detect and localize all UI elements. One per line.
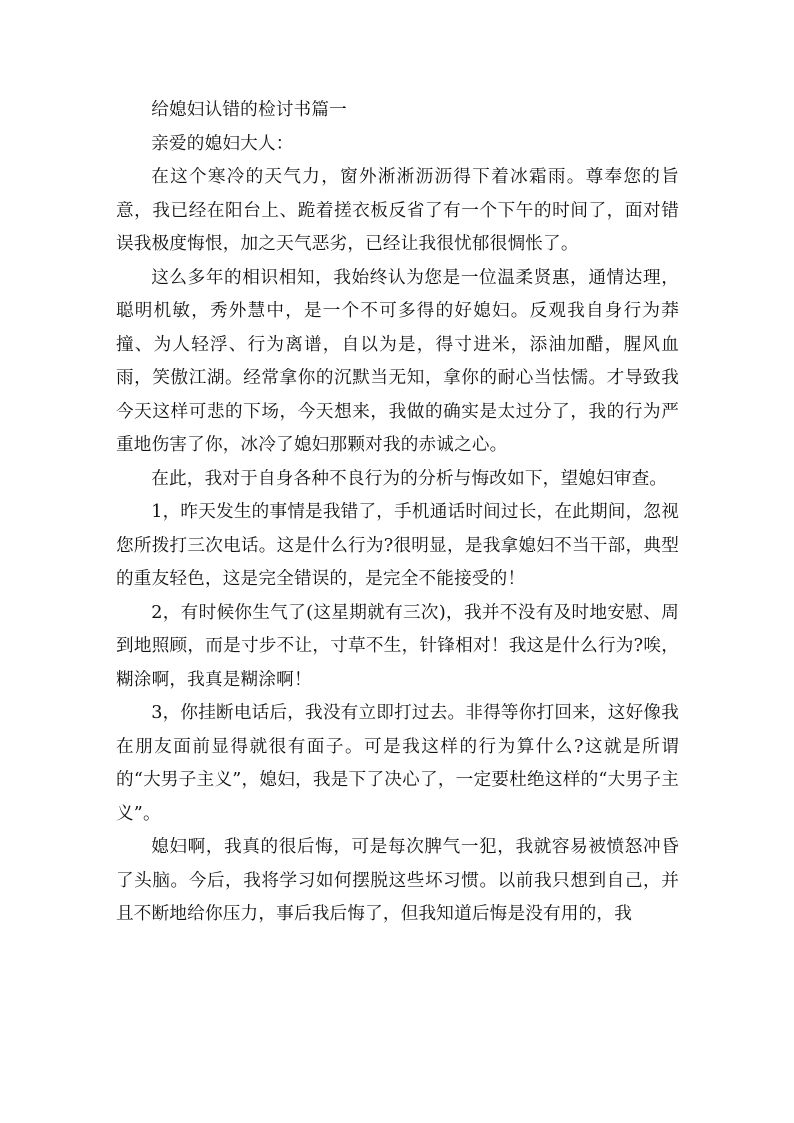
paragraph-2: 这么多年的相识相知，我始终认为您是一位温柔贤惠，通情达理，聪明机敏，秀外慧中，是一个不可多得的好媳妇。反观我自身行为莽撞、为人轻浮、行为离谱，自以为是，得寸进米，添油加醋，腥风血雨，笑傲江湖。经常拿你的沉默当无知，拿你的耐心当怯懦。才导致我今天这样可悲的下场，今天想来，我做的确实是太过分了，我的行为严重地伤害了你，冰冷了媳妇那颗对我的赤诚之心。: [116, 267, 679, 455]
paragraph-6: 3，你挂断电话后，我没有立即打过去。非得等你打回来，这好像我在朋友面前显得就很有面子。可是我这样的行为算什么?这就是所谓的“大男子主义”，媳妇，我是下了决心了，一定要杜绝这样的“大男子主义”。: [116, 703, 679, 824]
paragraph-3: 在此，我对于自身各种不良行为的分析与悔改如下，望媳妇审查。: [151, 468, 668, 489]
document-body: [116, 94, 679, 932]
paragraph-5: 2，有时候你生气了(这星期就有三次)，我并不没有及时地安慰、周到地照顾，而是寸步不让，寸草不生，针锋相对！我这是什么行为?唉，糊涂啊，我真是糊涂啊！: [116, 602, 679, 690]
paragraph-7: 媳妇啊，我真的很后悔，可是每次脾气一犯，我就容易被愤怒冲昏了头脑。今后，我将学习如何摆脱这些坏习惯。以前我只想到自己，并且不断地给你压力，事后我后悔了，但我知道后悔是没有用的，我: [116, 837, 679, 924]
salutation: 亲爱的媳妇大人：: [151, 133, 294, 154]
document-title: 给媳妇认错的检讨书篇一: [151, 100, 347, 120]
paragraph-1: 在这个寒冷的天气力，窗外淅淅沥沥得下着冰霜雨。尊奉您的旨意，我已经在阳台上、跪着搓衣板反省了有一个下午的时间了，面对错误我极度悔恨，加之天气恶劣，已经让我很忧郁很惆怅了。: [116, 167, 679, 254]
paragraph-4: 1，昨天发生的事情是我错了，手机通话时间过长，在此期间，忽视您所拨打三次电话。这是什么行为?很明显，是我拿媳妇不当干部，典型的重友轻色，这是完全错误的，是完全不能接受的！: [116, 502, 679, 589]
